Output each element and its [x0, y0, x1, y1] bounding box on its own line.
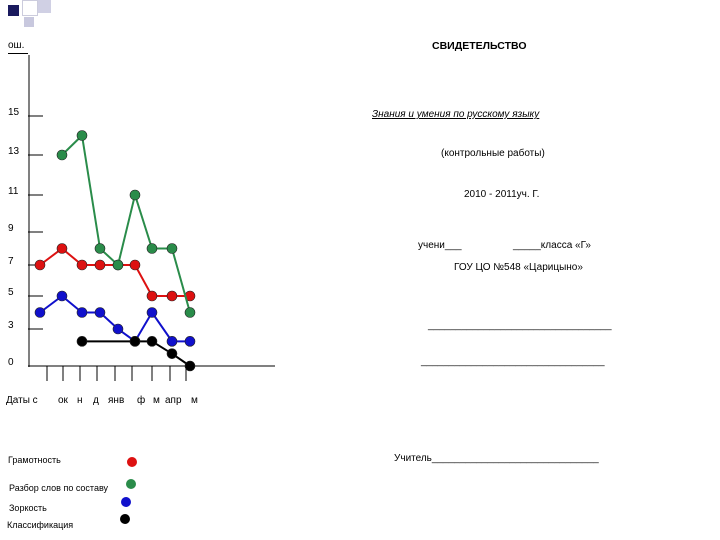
- school-year-text: 2010 - 2011уч. Г.: [464, 189, 540, 200]
- y-axis-label-underline: [8, 53, 28, 54]
- school-name: ГОУ ЦО №548 «Царицыно»: [454, 262, 583, 273]
- legend-label-literacy: Грамотность: [8, 455, 61, 465]
- x-tick-label: ок: [58, 395, 68, 406]
- work-type-text: (контрольные работы): [441, 148, 545, 159]
- y-tick-label: 7: [8, 256, 14, 267]
- series-point-0: [35, 260, 45, 270]
- series-point-2: [35, 308, 45, 318]
- y-axis-label: ош.: [8, 40, 25, 51]
- series-line-2: [40, 296, 190, 341]
- certificate-title: СВИДЕТЕЛЬСТВО: [432, 40, 527, 52]
- series-point-2: [185, 336, 195, 346]
- series-point-0: [130, 260, 140, 270]
- x-tick-label: м: [191, 395, 198, 406]
- legend-label-vigilance: Зоркость: [9, 503, 47, 513]
- legend-marker-vigilance: [121, 497, 131, 507]
- legend-label-classification: Классификация: [7, 520, 74, 530]
- series-point-1: [167, 244, 177, 254]
- series-point-2: [113, 324, 123, 334]
- x-tick-label: д: [93, 395, 99, 406]
- x-tick-label: н: [77, 395, 83, 406]
- blank-line-2: _________________________________: [421, 356, 605, 367]
- y-tick-label: 0: [8, 357, 14, 368]
- series-point-2: [167, 336, 177, 346]
- y-tick-label: 9: [8, 223, 14, 234]
- class-field: _____класса «Г»: [513, 240, 591, 251]
- legend-marker-literacy: [127, 457, 137, 467]
- series-point-0: [95, 260, 105, 270]
- x-tick-label: м: [153, 395, 160, 406]
- x-axis-label: Даты с: [6, 395, 38, 406]
- series-point-3: [130, 336, 140, 346]
- series-point-3: [185, 361, 195, 371]
- series-line-0: [40, 249, 190, 297]
- series-point-1: [147, 244, 157, 254]
- series-point-1: [57, 150, 67, 160]
- legend-marker-classification: [120, 514, 130, 524]
- teacher-field: Учитель______________________________: [394, 453, 599, 464]
- x-tick-label: апр: [165, 395, 182, 406]
- series-point-1: [113, 260, 123, 270]
- x-tick-label: ф: [137, 395, 146, 406]
- series-point-1: [185, 308, 195, 318]
- y-tick-label: 13: [8, 146, 20, 157]
- series-point-3: [77, 336, 87, 346]
- series-point-1: [77, 131, 87, 141]
- series-point-1: [95, 244, 105, 254]
- series-point-2: [57, 291, 67, 301]
- student-field: учени___: [418, 240, 462, 251]
- series-line-1: [62, 136, 190, 313]
- series-point-2: [77, 308, 87, 318]
- y-tick-label: 15: [8, 107, 20, 118]
- series-point-0: [77, 260, 87, 270]
- series-point-3: [167, 349, 177, 359]
- series-point-2: [95, 308, 105, 318]
- series-point-0: [57, 244, 67, 254]
- series-point-0: [167, 291, 177, 301]
- subject-text: Знания и умения по русскому языку: [372, 109, 540, 120]
- legend-marker-word-analysis: [126, 479, 136, 489]
- x-tick-label: янв: [108, 395, 125, 406]
- y-tick-label: 5: [8, 287, 14, 298]
- series-point-3: [147, 336, 157, 346]
- y-tick-label: 3: [8, 320, 14, 331]
- blank-line-1: _________________________________: [428, 320, 612, 331]
- series-point-1: [130, 190, 140, 200]
- y-tick-label: 11: [8, 186, 19, 197]
- series-point-2: [147, 308, 157, 318]
- series-point-0: [147, 291, 157, 301]
- legend-label-word-analysis: Разбор слов по составу: [9, 483, 109, 493]
